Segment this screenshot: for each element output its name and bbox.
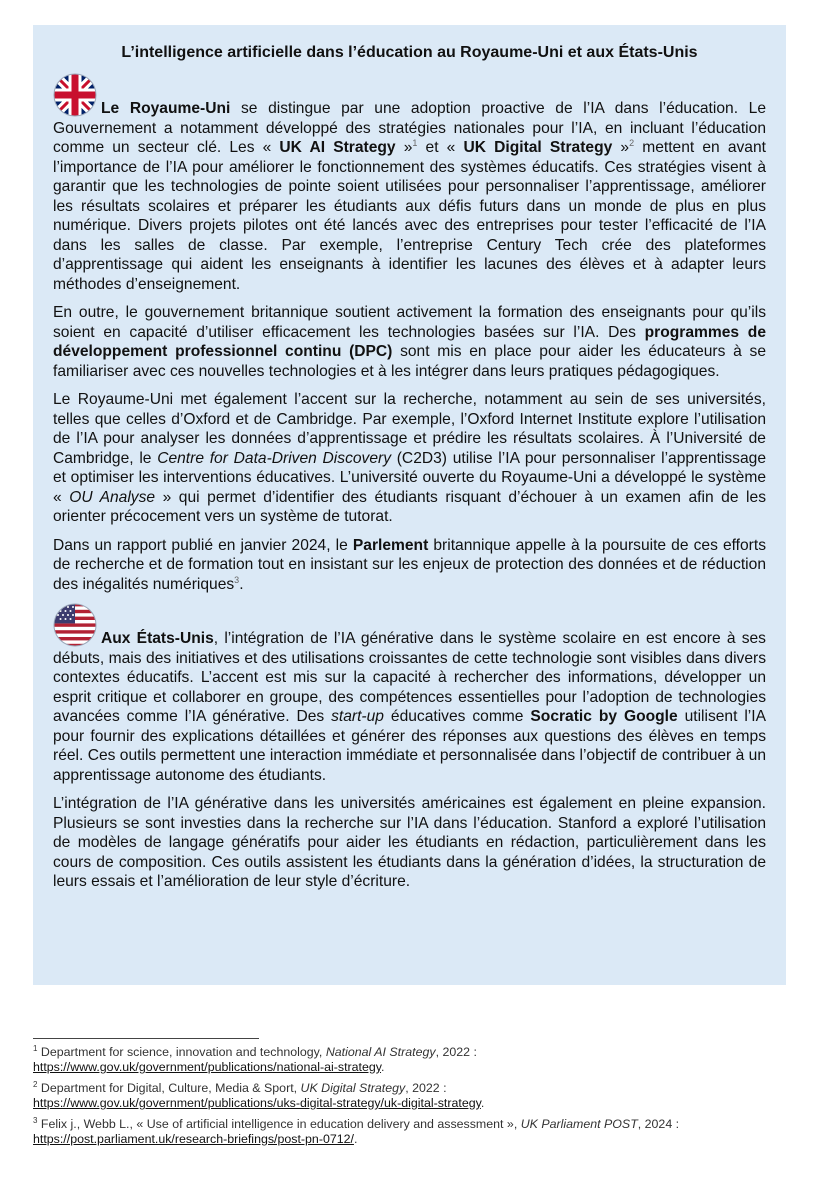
footnote-ref-3[interactable]: 3 — [234, 574, 240, 585]
uk-flag-icon — [53, 73, 97, 117]
us-lead: Aux États-Unis — [101, 630, 214, 647]
us-paragraph-1: Aux États-Unis, l’intégration de l’IA générative dans le système scolaire en est encore à ses débuts, mais des initiatives et des utilisations croissantes de cette technologie sont visibles dans divers contextes éducatifs. L’accent est mis sur la capacité à rechercher des informations, développer un esprit critique et collaborer en groupe, des compétences essentielles pour l’adoption de technologies avancées comme l’IA générative. Des start-up éducatives comme Socratic by Google utilisent l’IA pour fournir des explications détaillées et générer des réponses aux questions des élèves en temps réel. Ces outils permettent une interaction immédiate et personnalisée dans l’objectif de contribuer à un apprentissage autonome des étudiants. — [53, 603, 766, 785]
footnotes — [33, 1045, 793, 1153]
footnote-1-link[interactable]: https://www.gov.uk/government/publications/national-ai-strategy — [33, 1060, 382, 1074]
footnote-2: $^2$ Department for Digital, Culture, Media & Sport, UK Digital Strategy, 2022 : https://www.gov.uk/government/publications/uks-digital-strategy/uk-digital-strategy. — [33, 1080, 485, 1110]
footnote-2-link[interactable]: https://www.gov.uk/government/publications/uks-digital-strategy/uk-digital-strategy — [33, 1096, 481, 1110]
uk-paragraph-1: Le Royaume-Uni se distingue par une adoption proactive de l’IA dans l’éducation. Le Gouvernement a notamment développé des stratégies nationales pour l’IA, en incluant l’éducation comme un secteur clé. Les « UK AI Strategy »$^1$ et « UK Digital Strategy »$^2$ mettent en avant l’importance de l’IA pour améliorer le fonctionnement des systèmes éducatifs. Ces stratégies visent à garantir que les technologies de pointe soient utilisées pour personnaliser l’apprentissage, améliorer les résultats scolaires et préparer les étudiants aux défis futurs dans un monde de plus en plus numérique. Divers projets pilotes ont été lancés avec des entreprises pour tester l’efficacité de l’IA dans les salles de classe. Par exemple, l’entreprise Century Tech crée des plateformes d’apprentissage qui aident les enseignants à identifier les lacunes des élèves et à adapter leurs méthodes d’enseignement. — [53, 73, 766, 294]
footnote-ref-1[interactable]: 1 — [412, 138, 418, 148]
us-flag-icon — [53, 603, 97, 647]
footnote-3-link[interactable]: https://post.parliament.uk/research-briefings/post-pn-0712/ — [33, 1132, 354, 1146]
uk-paragraph-3: Le Royaume-Uni met également l’accent sur la recherche, notamment au sein de ses universités, telles que celles d’Oxford et de Cambridge. Par exemple, l’Oxford Internet Institute explore l’utilisation de l’IA pour analyser les données d’apprentissage et prédire les résultats scolaires. À l’Université de Cambridge, le Centre for Data-Driven Discovery (C2D3) utilise l’IA pour personnaliser l’apprentissage et optimiser les interventions éducatives. L’université ouverte du Royaume-Uni a développé le système « OU Analyse » qui permet d’identifier des étudiants risquant d’échouer à un examen afin de les orienter précocement vers un système de tutorat. — [53, 391, 766, 525]
highlight-box — [33, 25, 786, 985]
uk-paragraph-4: Dans un rapport publié en janvier 2024, le Parlement britannique appelle à la poursuite de ces efforts de recherche et de formation tout en insistant sur les enjeux de protection des données et de réduction des inégalités numériques$^3$. — [53, 536, 766, 593]
uk-lead: Le Royaume-Uni — [101, 100, 231, 117]
footnote-1: $^1$ Department for science, innovation and technology, National AI Strategy, 2022 : https://www.gov.uk/government/publications/national-ai-strategy. — [33, 1044, 477, 1074]
footnote-divider — [33, 1038, 259, 1039]
page-title: L’intelligence artificielle dans l’éducation au Royaume-Uni et aux États-Unis — [121, 44, 698, 61]
footnote-3: $^3$ Felix j., Webb L., « Use of artificial intelligence in education delivery and assessment », UK Parliament POST, 2024 : https://post.parliament.uk/research-briefings/post-pn-0712/. — [33, 1116, 680, 1146]
uk-paragraph-2: En outre, le gouvernement britannique soutient activement la formation des enseignants pour qu’ils soient en capacité d’utiliser efficacement les technologies basées sur l’IA. Des programmes de développement professionnel continu (DPC) sont mis en place pour aider les éducateurs à se familiariser avec ces nouvelles technologies et à les intégrer dans leurs pratiques pédagogiques. — [53, 304, 767, 380]
footnote-ref-2[interactable]: 2 — [629, 138, 635, 148]
us-paragraph-2: L’intégration de l’IA générative dans les universités américaines est également en pleine expansion. Plusieurs se sont investies dans la recherche sur l’IA dans l’éducation. Stanford a exploré l’utilisation de modèles de langage génératifs pour aider les étudiants en rédaction, particulièrement dans les cours de composition. Ces outils assistent les étudiants dans la génération d’idées, la structuration de leurs essais et l’amélioration de leur style d’écriture. — [53, 795, 766, 890]
